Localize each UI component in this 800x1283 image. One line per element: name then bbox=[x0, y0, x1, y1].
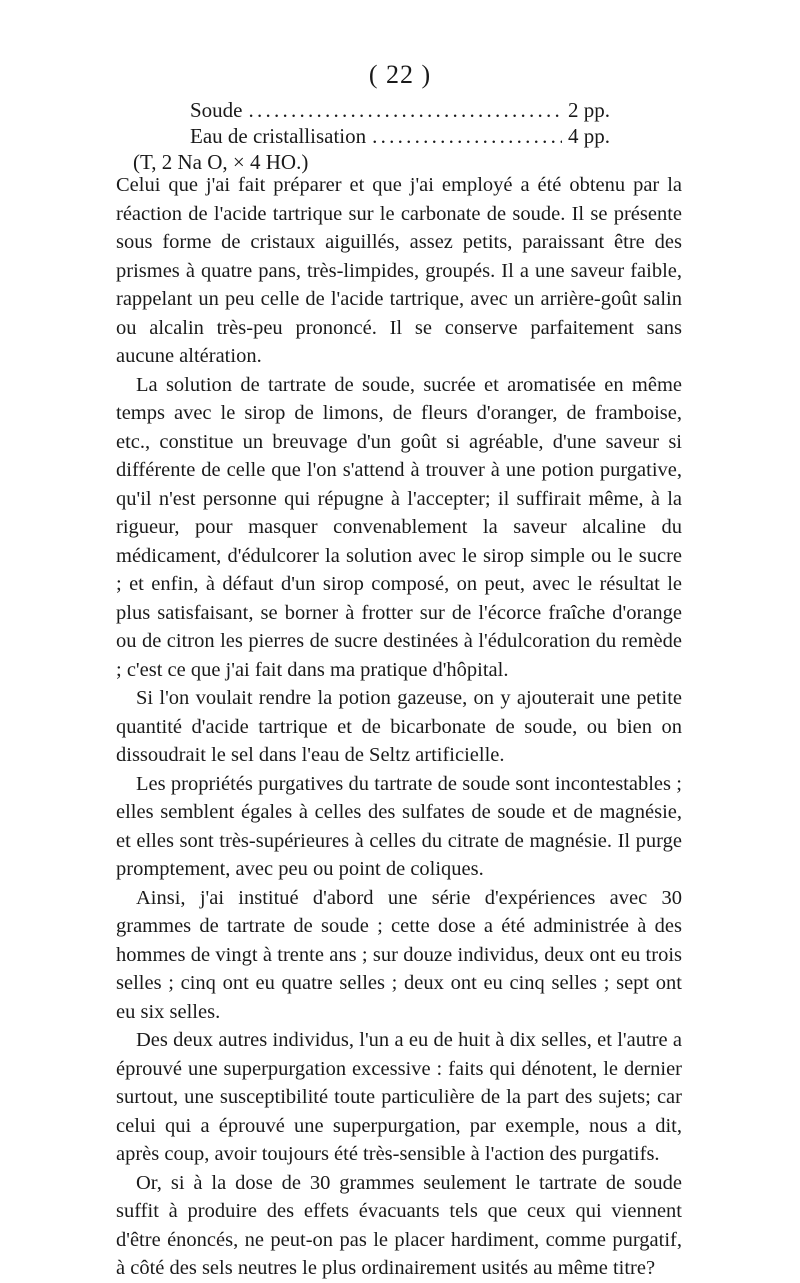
ingredient-amount: 2 pp. bbox=[568, 98, 610, 122]
paragraph: Les propriétés purgatives du tartrate de soude sont incontestables ; elles semblent égales à celles des sulfates de soude et de magnésie, et elles sont très-supérieures à celles du citrate de magnésie. Il purge promptement, avec peu ou point de coliques. bbox=[116, 772, 682, 880]
chemical-formula: (T, 2 Na O, × 4 HO.) bbox=[133, 150, 309, 174]
dot-leader bbox=[372, 121, 562, 151]
body-text bbox=[116, 171, 682, 1283]
paragraph: Ainsi, j'ai institué d'abord une série d'expériences avec 30 grammes de tartrate de soude ; cette dose a été administrée à des hommes de vingt à trente ans ; sur douze individus, deux ont eu trois selles ; cinq ont eu quatre selles ; deux ont eu cinq selles ; sept ont eu six selles. bbox=[116, 886, 682, 1023]
paragraph: Celui que j'ai fait préparer et que j'ai employé a été obtenu par la réaction de l'acide tartrique sur le carbonate de soude. Il se présente sous forme de cristaux aiguillés, assez petits, paraissant être des prismes à quatre pans, très-limpides, groupés. Il a une saveur faible, rappelant un peu celle de l'acide tartrique, avec un arrière-goût salin ou alcalin très-peu prononcé. Il se conserve parfaitement sans aucune altération. bbox=[116, 174, 682, 367]
paragraph: Si l'on voulait rendre la potion gazeuse, on y ajouterait une petite quantité d'acide tartrique et de bicarbonate de soude, ou bien on dissoudrait le sel dans l'eau de Seltz artificielle. bbox=[116, 687, 682, 766]
ingredient-name: Soude bbox=[190, 98, 243, 122]
paragraph: Des deux autres individus, l'un a eu de huit à dix selles, et l'autre a éprouvé une superpurgation excessive : faits qui dénotent, le dernier surtout, une susceptibilité toute particulière de la part des sujets; car celui qui a éprouvé une superpurgation, par exemple, nous a dit, après coup, avoir toujours été très-sensible à l'action des purgatifs. bbox=[116, 1029, 682, 1165]
ingredient-name: Eau de cristallisation bbox=[190, 124, 367, 148]
ingredient-amount: 4 pp. bbox=[568, 124, 610, 148]
paragraph: Or, si à la dose de 30 grammes seulement le tartrate de soude suffit à produire des effets évacuants tels que ceux qui viennent d'être énoncés, ne peut-on pas le placer hardiment, comme purgatif, à côté des sels neutres le plus ordinairement usités au même titre? bbox=[116, 1171, 682, 1279]
paragraph: La solution de tartrate de soude, sucrée et aromatisée en même temps avec le sirop de limons, de fleurs d'oranger, de framboise, etc., constitue un breuvage d'un goût si agréable, d'une saveur si différente de celle que l'on s'attend à trouver à une potion purgative, qu'il n'est personne qui répugne à l'accepter; il suffirait même, à la rigueur, pour masquer convenablement la saveur alcaline du médicament, d'édulcorer la solution avec le sirop simple ou le sucre ; et enfin, à défaut d'un sirop composé, on peut, avec le résultat le plus satisfaisant, se borner à frotter sur de l'écorce fraîche d'orange ou de citron les pierres de sucre destinées à l'édulcoration du remède ; c'est ce que j'ai fait dans ma pratique d'hôpital. bbox=[116, 373, 682, 681]
page-number: ( 22 ) bbox=[368, 60, 432, 89]
